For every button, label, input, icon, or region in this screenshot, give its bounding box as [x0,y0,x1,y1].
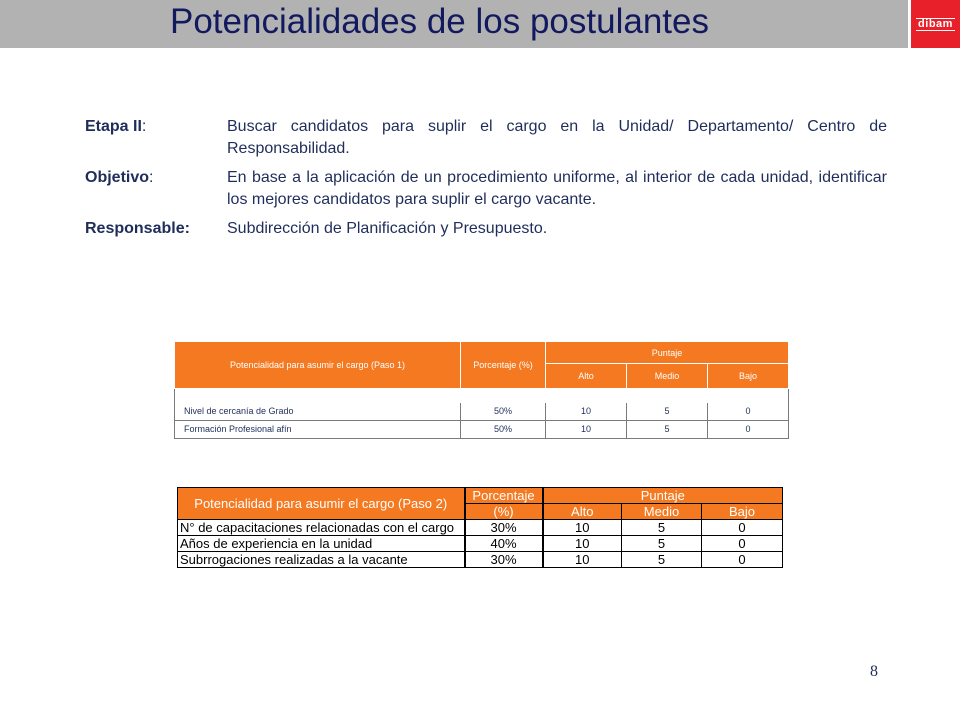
page-number: 8 [870,663,878,680]
t2-row-alto: 10 [543,552,622,568]
t1-row-name: Formación Profesional afín [175,420,461,438]
info-sep-objetivo: : [149,169,154,186]
t2-row-medio: 5 [622,536,702,552]
t2-row-pct: 30% [465,520,543,536]
t2-row-pct: 40% [465,536,543,552]
t2-header-bajo: Bajo [702,504,783,520]
t1-row-pct: 50% [461,403,546,421]
t1-row-pct: 50% [461,420,546,438]
info-label-objetivo: Objetivo [85,169,150,186]
table-row [178,552,783,568]
page-title: Potencialidades de los postulantes [170,2,709,41]
info-text-objetivo: En base a la aplicación de un procedimiento uniforme, al interior de cada unidad, identificar los mejores candidatos para suplir el cargo vacante. [227,169,887,208]
t1-row-name: Nivel de cercanía de Grado [175,403,461,421]
t2-header-potencialidad: Potencialidad para asumir el cargo (Paso 2) [178,488,465,520]
dibam-logo [911,0,960,48]
table-row [175,403,789,421]
scoring-table-paso-2 [177,487,783,568]
t1-row-bajo: 0 [708,420,789,438]
t2-header-alto: Alto [543,504,622,520]
info-label-responsable: Responsable: [85,220,190,237]
t2-row-alto: 10 [543,520,622,536]
t2-row-bajo: 0 [702,536,783,552]
t1-row-medio: 5 [627,403,708,421]
t1-row-medio: 5 [627,420,708,438]
info-row-responsable [85,218,887,240]
t1-row-alto: 10 [546,420,627,438]
info-row-etapa [85,116,887,160]
t2-row-alto: 10 [543,536,622,552]
t2-row-name: Años de experiencia en la unidad [178,536,465,552]
info-label-etapa: Etapa II [85,118,142,135]
t1-header-puntaje: Puntaje [546,342,789,364]
t2-row-pct: 30% [465,552,543,568]
info-text-etapa: Buscar candidatos para suplir el cargo en la Unidad/ Departamento/ Centro de Responsabilidad. [227,118,887,157]
scoring-table-paso-1 [174,341,789,439]
t2-row-name: Subrrogaciones realizadas a la vacante [178,552,465,568]
t2-header-porcentaje: Porcentaje [465,488,543,504]
logo-text: dibam [918,17,953,30]
t1-spacer [175,389,789,403]
t1-row-alto: 10 [546,403,627,421]
info-sep-etapa: : [141,118,147,135]
info-text-responsable: Subdirección de Planificación y Presupuesto. [227,220,548,237]
stage-info [85,116,887,247]
t2-row-medio: 5 [622,552,702,568]
t2-row-bajo: 0 [702,520,783,536]
table-row [175,420,789,438]
t2-header-puntaje: Puntaje [543,488,783,504]
t1-header-bajo: Bajo [708,364,789,389]
info-row-objetivo [85,167,887,211]
table-row [178,536,783,552]
t1-header-potencialidad: Potencialidad para asumir el cargo (Paso 1) [175,342,461,389]
t1-row-bajo: 0 [708,403,789,421]
t1-header-porcentaje: Porcentaje (%) [461,342,546,389]
t2-row-bajo: 0 [702,552,783,568]
t2-header-medio: Medio [622,504,702,520]
t2-row-medio: 5 [622,520,702,536]
t2-header-porcentaje-unit: (%) [465,504,543,520]
table-row [178,520,783,536]
t1-header-alto: Alto [546,364,627,389]
t2-row-name: N° de capacitaciones relacionadas con el cargo [178,520,465,536]
t1-header-medio: Medio [627,364,708,389]
